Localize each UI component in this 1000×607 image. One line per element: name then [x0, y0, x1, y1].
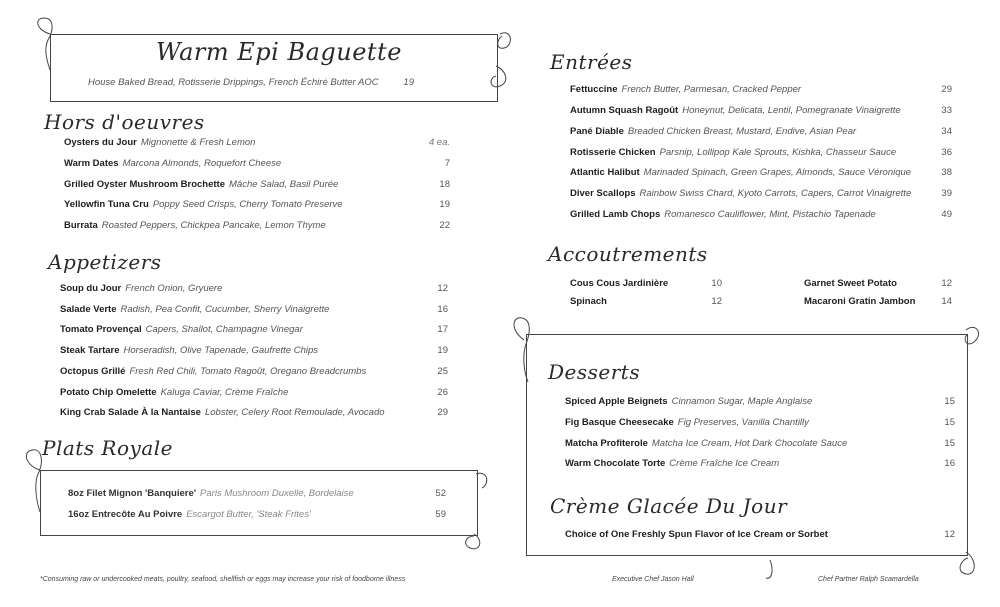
- menu-price: 16: [437, 304, 448, 315]
- menu-item: Steak Tartare Horseradish, Olive Tapenade, Gaufrette Chips: [60, 345, 319, 356]
- executive-chef-text: Executive Chef Jason Hall: [612, 576, 694, 583]
- menu-item: Matcha Profiterole Matcha Ice Cream, Hot Dark Chocolate Sauce: [565, 438, 848, 449]
- menu-item: Spinach: [570, 296, 607, 307]
- glace-item: Choice of One Freshly Spun Flavor of Ice Cream or Sorbet: [565, 529, 828, 540]
- menu-item: Tomato Provençal Capers, Shallot, Champagne Vinegar: [60, 324, 303, 335]
- menu-item: Autumn Squash Ragoût Honeynut, Delicata, Lentil, Pomegranate Vinaigrette: [570, 105, 901, 116]
- glace-title: Crème Glacée Du Jour: [550, 494, 788, 518]
- menu-price: 16: [944, 458, 955, 469]
- menu-item: 16oz Entrecôte Au Poivre Escargot Butter, 'Steak Frites': [68, 509, 311, 520]
- menu-price: 19: [437, 345, 448, 356]
- chef-partner-text: Chef Partner Ralph Scamardella: [818, 576, 919, 583]
- menu-item: Octopus Grillé Fresh Red Chili, Tomato Ragoût, Oregano Breadcrumbs: [60, 366, 367, 377]
- menu-item: Cous Cous Jardinière: [570, 278, 669, 289]
- menu-price: 33: [941, 105, 952, 116]
- menu-item: Pané Diable Breaded Chicken Breast, Mustard, Endive, Asian Pear: [570, 126, 857, 137]
- menu-item: Fig Basque Cheesecake Fig Preserves, Vanilla Chantilly: [565, 417, 809, 428]
- hors-title: Hors d'oeuvres: [44, 110, 205, 134]
- menu-price: 7: [444, 158, 450, 169]
- menu-price: 18: [439, 179, 450, 190]
- menu-item: Fettuccine French Butter, Parmesan, Cracked Pepper: [570, 84, 802, 95]
- entrees-title: Entrées: [550, 50, 633, 74]
- accoutrements-title: Accoutrements: [548, 242, 708, 266]
- menu-price: 4 ea.: [428, 137, 450, 148]
- menu-price: 25: [437, 366, 448, 377]
- menu-item: Warm Dates Marcona Almonds, Roquefort Cheese: [64, 158, 282, 169]
- glace-price: 12: [944, 529, 955, 540]
- menu-price: 39: [941, 188, 952, 199]
- menu-item: Rotisserie Chicken Parsnip, Lollipop Kale Sprouts, Kishka, Chasseur Sauce: [570, 147, 897, 158]
- menu-price: 19: [439, 199, 450, 210]
- menu-item: Potato Chip Omelette Kaluga Caviar, Crème Fraîche: [60, 387, 289, 398]
- menu-price: 49: [941, 209, 952, 220]
- menu-item: Burrata Roasted Peppers, Chickpea Pancake, Lemon Thyme: [64, 220, 326, 231]
- menu-item: Atlantic Halibut Marinaded Spinach, Green Grapes, Almonds, Sauce Véronique: [570, 167, 912, 178]
- menu-item: King Crab Salade À la Nantaise Lobster, Celery Root Remoulade, Avocado: [60, 407, 385, 418]
- menu-price: 17: [437, 324, 448, 335]
- menu-price: 29: [941, 84, 952, 95]
- menu-price: 12: [437, 283, 448, 294]
- menu-item: Diver Scallops Rainbow Swiss Chard, Kyoto Carrots, Capers, Carrot Vinaigrette: [570, 188, 912, 199]
- menu-item: Salade Verte Radish, Pea Confit, Cucumber, Sherry Vinaigrette: [60, 304, 330, 315]
- menu-price: 22: [439, 220, 450, 231]
- menu-price: 29: [437, 407, 448, 418]
- menu-price: 59: [435, 509, 446, 520]
- menu-price: 52: [435, 488, 446, 499]
- menu-item: 8oz Filet Mignon 'Banquiere' Paris Mushroom Duxelle, Bordelaise: [68, 488, 354, 499]
- menu-item: Warm Chocolate Torte Crème Fraîche Ice Cream: [565, 458, 780, 469]
- baguette-price: 19: [403, 77, 414, 88]
- menu-price: 15: [944, 438, 955, 449]
- menu-item: Macaroni Gratin Jambon: [804, 296, 916, 307]
- menu-item: Spiced Apple Beignets Cinnamon Sugar, Maple Anglaise: [565, 396, 813, 407]
- menu-price: 15: [944, 417, 955, 428]
- baguette-desc-text: House Baked Bread, Rotisserie Drippings, French Échiré Butter AOC: [88, 77, 379, 88]
- baguette-title: Warm Epi Baguette: [156, 38, 402, 66]
- menu-price: 34: [941, 126, 952, 137]
- menu-price: 26: [437, 387, 448, 398]
- plats-frame: [40, 470, 478, 536]
- menu-price: 38: [941, 167, 952, 178]
- menu-item: Garnet Sweet Potato: [804, 278, 897, 289]
- menu-item: Soup du Jour French Onion, Gryuere: [60, 283, 223, 294]
- menu-price: 12: [711, 296, 722, 307]
- plats-title: Plats Royale: [42, 436, 173, 460]
- menu-price: 10: [711, 278, 722, 289]
- desserts-title: Desserts: [548, 360, 641, 384]
- menu-item: Yellowfin Tuna Cru Poppy Seed Crisps, Cherry Tomato Preserve: [64, 199, 343, 210]
- disclaimer-text: *Consuming raw or undercooked meats, poultry, seafood, shellfish or eggs may increase your risk of foodborne illness: [40, 576, 406, 583]
- menu-price: 12: [941, 278, 952, 289]
- baguette-description: [88, 77, 379, 89]
- menu-item: Grilled Oyster Mushroom Brochette Mâche Salad, Basil Purée: [64, 179, 339, 190]
- menu-price: 36: [941, 147, 952, 158]
- appetizers-title: Appetizers: [48, 250, 162, 274]
- menu-item: Oysters du Jour Mignonette & Fresh Lemon: [64, 137, 256, 148]
- menu-price: 14: [941, 296, 952, 307]
- menu-price: 15: [944, 396, 955, 407]
- menu-item: Grilled Lamb Chops Romanesco Cauliflower, Mint, Pistachio Tapenade: [570, 209, 876, 220]
